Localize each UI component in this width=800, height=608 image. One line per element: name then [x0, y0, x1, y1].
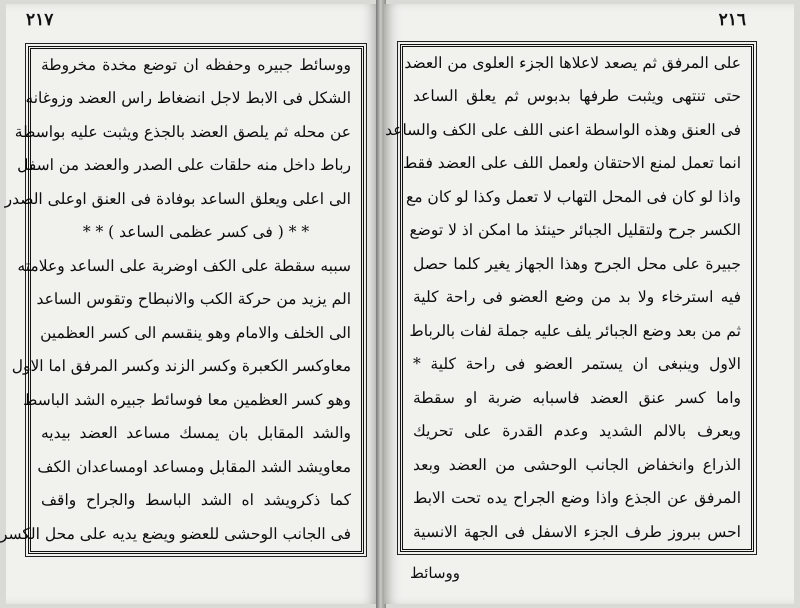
text-line: ووسائط جبيره وحفظه ان توضع مخدة مخروطة — [41, 56, 351, 74]
text-line: معاوكسر الكعبرة وكسر الزند وكسر المرفق اما الاول — [11, 357, 351, 376]
text-line: عن محله ثم يلصق العضد بالجذع ويثبت عليه بواسطة — [14, 122, 351, 141]
text-line: سببه سقطة على الكف اوضربة على الساعد وعلامته — [17, 256, 351, 275]
text-line: حتى تنتهى ويثبت طرفها بدبوس ثم يعلق الساعد — [413, 87, 741, 106]
text-line: الشكل فى الابط لاجل انضغاط راس العضد وزوغانه — [25, 89, 351, 108]
left-text-block — [0, 56, 351, 543]
text-line: الى اعلى ويعلق الساعد بوفادة فى العنق اوعلى الصدر — [4, 189, 351, 208]
left-text-frame — [0, 46, 364, 554]
text-line: على المرفق ثم يصعد لاعلاها الجزء العلوى من العضد — [404, 54, 741, 72]
text-line: ويعرف بالالم الشديد وعدم القدرة على تحريك — [413, 422, 741, 441]
catchword: ووسائط — [410, 564, 461, 582]
right-text-frame — [385, 44, 754, 552]
text-line: واذا لو كان فى المحل التهاب لا تعمل وكذا لو كان مع — [405, 187, 741, 206]
text-line: فيه استرخاء ولا بد من وضع العضو فى راحة كلية — [413, 288, 741, 307]
text-line: رباط داخل منه حلقات على الصدر والعضد من اسفل — [17, 156, 351, 175]
text-line: احس ببروز طرف الجزء الاسفل فى الجهة الانسية — [413, 522, 741, 541]
text-line: انما تعمل لمنع الاحتقان ولعمل اللف على العضد فقط — [402, 154, 741, 173]
left-page — [0, 4, 378, 604]
text-line: وهو كسر العظمين معا فوسائط جبيره الشد الباسط — [23, 390, 351, 409]
text-line: معاويشد الشد المقابل ومساعد اومساعدان الكف — [37, 457, 351, 476]
text-line: فى العنق وهذه الواسطة اعنى اللف على الكف والساعد — [385, 120, 741, 139]
text-line: فى الجانب الوحشى للعضو ويضع يديه على محل الكسر — [0, 524, 351, 543]
text-line: * * ( فى كسر عظمى الساعد ) * * — [82, 223, 310, 242]
text-line: جبيرة على محل الجرح وهذا الجهاز يغير كلما حصل — [413, 254, 741, 273]
text-line: الاول وينبغى ان يستمر العضو فى راحة كلية * — [413, 355, 741, 374]
right-page-number: ٢١٦ — [718, 10, 746, 30]
right-text-block — [385, 54, 741, 541]
text-line: ثم من بعد وضع الجبائر يلف عليه جملة لفات بالرباط — [409, 321, 741, 340]
left-page-number: ٢١٧ — [26, 10, 54, 30]
text-line: الى الخلف والامام وهو ينقسم الى كسر العظمين — [40, 323, 351, 342]
text-line: الكسر جرح ولتقليل الجبائر حينئذ ما امكن اذ لا توضع — [409, 221, 741, 240]
text-line: واما كسر عنق العضد فاسبابه ضربة او سقطة — [413, 388, 741, 407]
text-line: الم يزيد من حركة الكب والانبطاح وتقوس الساعد — [36, 290, 351, 309]
right-page — [384, 4, 794, 604]
text-line: المرفق عن الجذع واذا وضع الجراح يده تحت الابط — [413, 489, 741, 508]
text-line: كما ذكرويشد اه الشد الباسط والجراح واقف — [41, 491, 351, 510]
text-line: والشد المقابل بان يمسك مساعد العضد بيديه — [41, 424, 351, 443]
text-line: الذراع وانخفاض الجانب الوحشى من العضد وبعد — [413, 455, 741, 474]
